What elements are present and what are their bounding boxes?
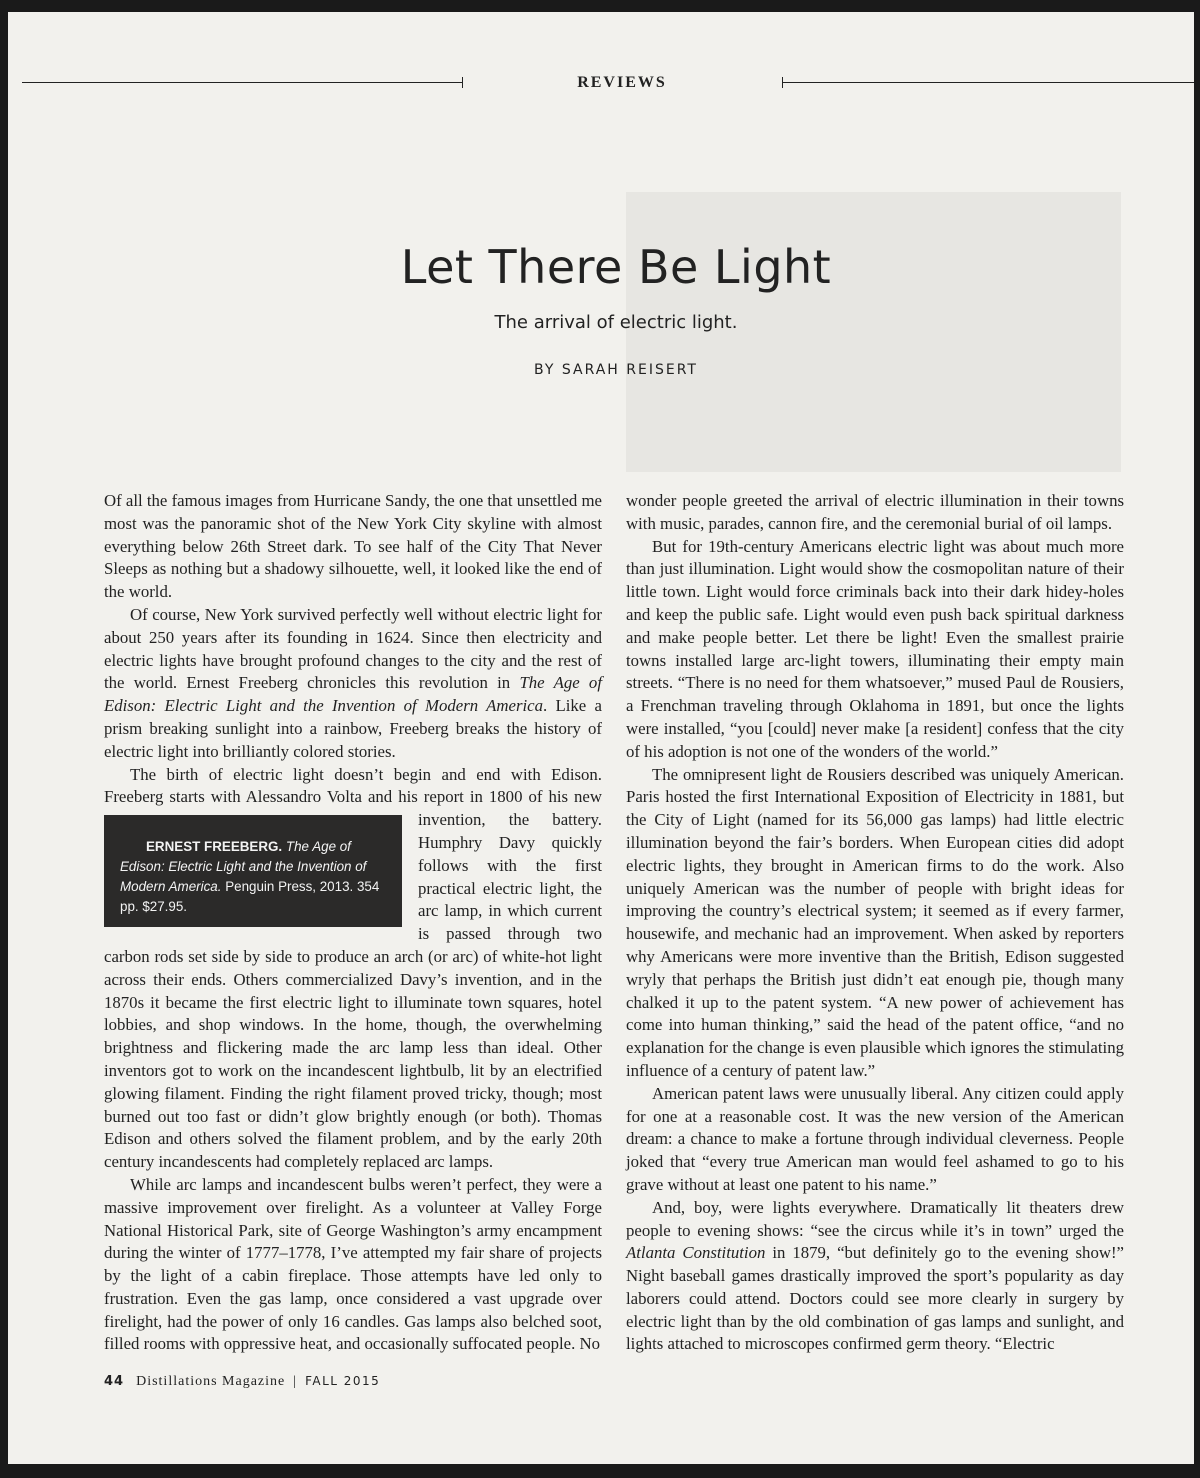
- paragraph: [626, 1197, 1124, 1357]
- paragraph-text: The birth of electric light doesn’t begin and end with Edison. Freeberg starts with Alessandro Volta and his report in 1800 of his: [104, 764, 602, 807]
- page-number: 44: [104, 1374, 125, 1389]
- paragraph: wonder people greeted the arrival of electric illumination in their towns with music, parades, cannon fire, and the ceremonial burial of oil lamps.: [626, 491, 1124, 533]
- paragraph-text: . Like a prism breaking sunlight into a rainbow, Freeberg breaks the history of electric light into brilliantly colored stories.: [104, 696, 602, 761]
- paragraph-text: in 1879, “but definitely go to the evening show!” Night baseball games drastically improved the sport’s popularity as day laborers could attend. Doctors could see more clearly in surgery by electric light than by the old combination of gas lamps and sunlight, and lights attached to microscopes confirmed germ theory. “Electric: [626, 1243, 1124, 1354]
- section-header: [22, 74, 1194, 96]
- article-title: Let There Be Light: [400, 240, 832, 294]
- article-subtitle: The arrival of electric light.: [494, 312, 738, 333]
- paragraph: American patent laws were unusually liberal. Any citizen could apply for one at a reasonable cost. It was the new version of the American dream: a chance to make a fortune through individual cleverness. People joked that “every true American man would feel ashamed to go to his grave without at least one patent to his name.”: [626, 1083, 1124, 1194]
- header-rule-tick: [462, 77, 463, 88]
- paragraph: But for 19th-century Americans electric light was about much more than just illumination. Light would show the cosmopolitan nature of their little town. Light would force criminals back into their dark hidey-holes and keep the public safe. Light would even push back spiritual darkness and make people better. Let there be light! Even the smallest prairie towns installed large arc-light towers, illuminating their empty main streets. “There is no need for them whatsoever,” mused Paul de Rousiers, a Frenchman traveling through Oklahoma in 1891, but once the lights were installed, “you [could] never make [a resident] confess that the city of his adoption is not one of the wonders of the world.”: [626, 536, 1124, 761]
- header-rule-right: [782, 82, 1194, 83]
- publication-name: Atlanta Constitution: [626, 1243, 766, 1263]
- paragraph-text: new invention, the battery. Humphry Davy quickly follows with the first practical electric light, the arc lamp, in which current is passed through two carbon rods set side by side to produce an arch (or arc) of white-hot light across their ends. Others commercialized Davy’s invention, and in the 1870s it became the first electric light to illuminate town squares, hotel lobbies, and shop windows. In the home, though, the overwhelming brightness and flickering made the arc lamp less than ideal. Other inventors got to work on the incandescent lightbulb, lit by an electrified glowing filament. Finding the right filament proved tricky, though; most burned out too fast or didn’t glow brightly enough (or both). Thomas Edison and others solved the filament problem, and by the early 20th century incandescents had completely replaced arc lamps.: [104, 787, 602, 1172]
- section-title: REVIEWS: [577, 74, 667, 91]
- right-column: [626, 490, 1124, 1356]
- paragraph-text: And, boy, were lights everywhere. Dramatically lit theaters drew people to evening shows: “see the circus while it’s in town” urged the: [626, 1197, 1124, 1240]
- paragraph: While arc lamps and incandescent bulbs weren’t perfect, they were a massive improvement over firelight. As a volunteer at Valley Forge National Historical Park, site of George Washington’s army encampment during the winter of 1777–1778, I’ve attempted my fair share of projects by the light of a cabin fireplace. Those attempts have led only to frustration. Even the gas lamp, once considered a vast upgrade over firelight, had the power of only 16 candles. Gas lamps also belched soot, filled rooms with oppressive heat, and occasionally suffocated people. No: [104, 1174, 602, 1354]
- article-byline: BY SARAH REISERT: [534, 362, 698, 378]
- paragraph: [104, 764, 602, 1174]
- left-column: [104, 490, 602, 1356]
- magazine-name: Distillations Magazine: [136, 1374, 286, 1389]
- book-title: The Age of Edison: Electric Light and the Invention of Modern America.: [120, 839, 367, 895]
- footer-separator: |: [293, 1374, 298, 1389]
- book-title-inline: The Age of Edison: Electric Light and the Invention of Modern America: [104, 673, 602, 716]
- magazine-page: [8, 12, 1194, 1464]
- paragraph-text: Of course, New York survived perfectly well without electric light for about 250 years after its founding in 1624. Since then electricity and electric lights have brought profound changes to the city and the rest of the world. Ernest Freeberg chronicles this revolution in: [104, 604, 602, 693]
- book-details: Penguin Press, 2013. 354 pp. $27.95.: [120, 879, 380, 915]
- issue-date: FALL 2015: [305, 1374, 381, 1388]
- book-author: ERNEST FREEBERG.: [146, 839, 283, 855]
- page-footer: [104, 1374, 380, 1394]
- book-info-box: [104, 815, 402, 927]
- paragraph: [104, 604, 602, 764]
- paragraph: The omnipresent light de Rousiers described was uniquely American. Paris hosted the first International Exposition of Electricity in 1881, but the City of Light (named for its 56,000 gas lamps) had little electric illumination beyond the fair’s borders. When European cities did adopt electric lights, they brought in American firms to do the work. Also uniquely American was the number of people with bright ideas for improving the country’s electrical system; it seemed as if every farmer, housewife, and mechanic had an improvement. When asked by reporters why Americans were more inventive than the British, Edison suggested wryly that perhaps the British just didn’t eat enough pie, though many chalked it up to the patent system. “A new power of achievement has come into human thinking,” said the head of the patent office, “and no explanation for the change is even plausible which ignores the stimulating influence of a century of patent law.”: [626, 764, 1124, 1080]
- header-rule-left: [22, 82, 462, 83]
- paragraph: Of all the famous images from Hurricane Sandy, the one that unsettled me most was the panoramic shot of the New York City skyline with almost everything below 26th Street dark. To see half of the City That Never Sleeps as nothing but a shadowy silhouette, well, it looked like the end of the world.: [104, 491, 603, 602]
